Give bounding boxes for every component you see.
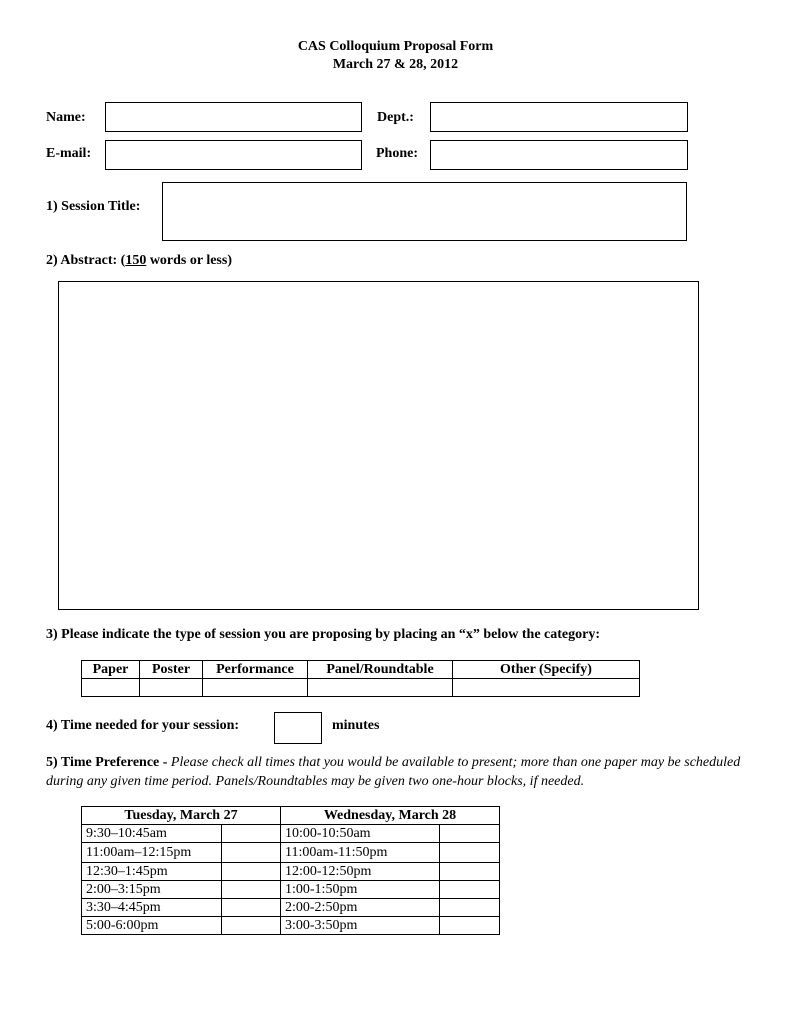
day1-checkbox-cell[interactable] xyxy=(222,917,281,935)
table-row xyxy=(82,863,500,881)
day2-slot: 3:00-3:50pm xyxy=(281,917,440,935)
day2-slot: 1:00-1:50pm xyxy=(281,881,440,899)
table-row xyxy=(82,881,500,899)
table-row xyxy=(82,825,500,843)
day2-slot: 11:00am-11:50pm xyxy=(281,843,440,863)
time-needed-label: 4) Time needed for your session: xyxy=(46,718,240,733)
table-row xyxy=(82,917,500,935)
form-date: March 27 & 28, 2012 xyxy=(332,57,459,72)
session-type-header: Paper xyxy=(82,661,140,679)
table-row xyxy=(82,899,500,917)
session-type-cell-poster[interactable] xyxy=(140,679,203,697)
day1-checkbox-cell[interactable] xyxy=(222,899,281,917)
day2-checkbox-cell[interactable] xyxy=(440,881,500,899)
session-type-cell-performance[interactable] xyxy=(203,679,308,697)
session-type-header: Performance xyxy=(203,661,308,679)
dept-label: Dept.: xyxy=(377,110,414,125)
day1-slot: 2:00–3:15pm xyxy=(82,881,222,899)
day1-checkbox-cell[interactable] xyxy=(222,881,281,899)
time-preference-table xyxy=(81,806,500,935)
email-field[interactable] xyxy=(105,140,362,170)
session-type-cell-paper[interactable] xyxy=(82,679,140,697)
abstract-label-suffix: words or less) xyxy=(146,253,232,268)
time-needed-field[interactable] xyxy=(274,712,322,744)
session-type-header: Other (Specify) xyxy=(453,661,640,679)
day1-header: Tuesday, March 27 xyxy=(82,807,281,825)
day1-slot: 3:30–4:45pm xyxy=(82,899,222,917)
name-label: Name: xyxy=(46,110,86,125)
session-type-header: Panel/Roundtable xyxy=(308,661,453,679)
phone-label: Phone: xyxy=(376,146,418,161)
day2-slot: 12:00-12:50pm xyxy=(281,863,440,881)
session-type-cell-other[interactable] xyxy=(453,679,640,697)
abstract-label xyxy=(46,253,232,269)
day1-checkbox-cell[interactable] xyxy=(222,843,281,863)
email-label: E-mail: xyxy=(46,146,92,161)
day2-slot: 10:00-10:50am xyxy=(281,825,440,843)
phone-field[interactable] xyxy=(430,140,688,170)
session-type-input-row xyxy=(82,679,640,697)
day2-checkbox-cell[interactable] xyxy=(440,843,500,863)
time-preference-header-row xyxy=(82,807,500,825)
day1-checkbox-cell[interactable] xyxy=(222,825,281,843)
day2-checkbox-cell[interactable] xyxy=(440,825,500,843)
session-type-header-row xyxy=(82,661,640,679)
name-field[interactable] xyxy=(105,102,362,132)
time-needed-unit: minutes xyxy=(332,718,380,733)
session-title-label: 1) Session Title: xyxy=(46,199,141,214)
time-preference-label: 5) Time Preference - xyxy=(46,755,171,770)
abstract-word-limit: 150 xyxy=(125,253,147,268)
abstract-label-prefix: 2) Abstract: ( xyxy=(46,253,126,268)
day1-slot: 11:00am–12:15pm xyxy=(82,843,222,863)
form-title: CAS Colloquium Proposal Form xyxy=(297,39,494,54)
abstract-field[interactable] xyxy=(58,281,699,610)
day2-checkbox-cell[interactable] xyxy=(440,863,500,881)
day1-slot: 5:00-6:00pm xyxy=(82,917,222,935)
time-preference-text xyxy=(46,753,746,791)
session-type-table xyxy=(81,660,640,697)
time-preference-instruction: Please check all times that you would be available to present; more than one paper may be scheduled during any given time period. Panels/Roundtables may be given two one-hour blocks, if needed. xyxy=(46,755,741,789)
day1-slot: 9:30–10:45am xyxy=(82,825,222,843)
day1-slot: 12:30–1:45pm xyxy=(82,863,222,881)
day2-slot: 2:00-2:50pm xyxy=(281,899,440,917)
day2-checkbox-cell[interactable] xyxy=(440,917,500,935)
dept-field[interactable] xyxy=(430,102,688,132)
session-type-cell-panel[interactable] xyxy=(308,679,453,697)
session-type-header: Poster xyxy=(140,661,203,679)
day1-checkbox-cell[interactable] xyxy=(222,863,281,881)
session-title-field[interactable] xyxy=(162,182,687,241)
table-row xyxy=(82,843,500,863)
day2-checkbox-cell[interactable] xyxy=(440,899,500,917)
session-type-instruction: 3) Please indicate the type of session you are proposing by placing an “x” below the category: xyxy=(46,627,601,642)
day2-header: Wednesday, March 28 xyxy=(281,807,500,825)
